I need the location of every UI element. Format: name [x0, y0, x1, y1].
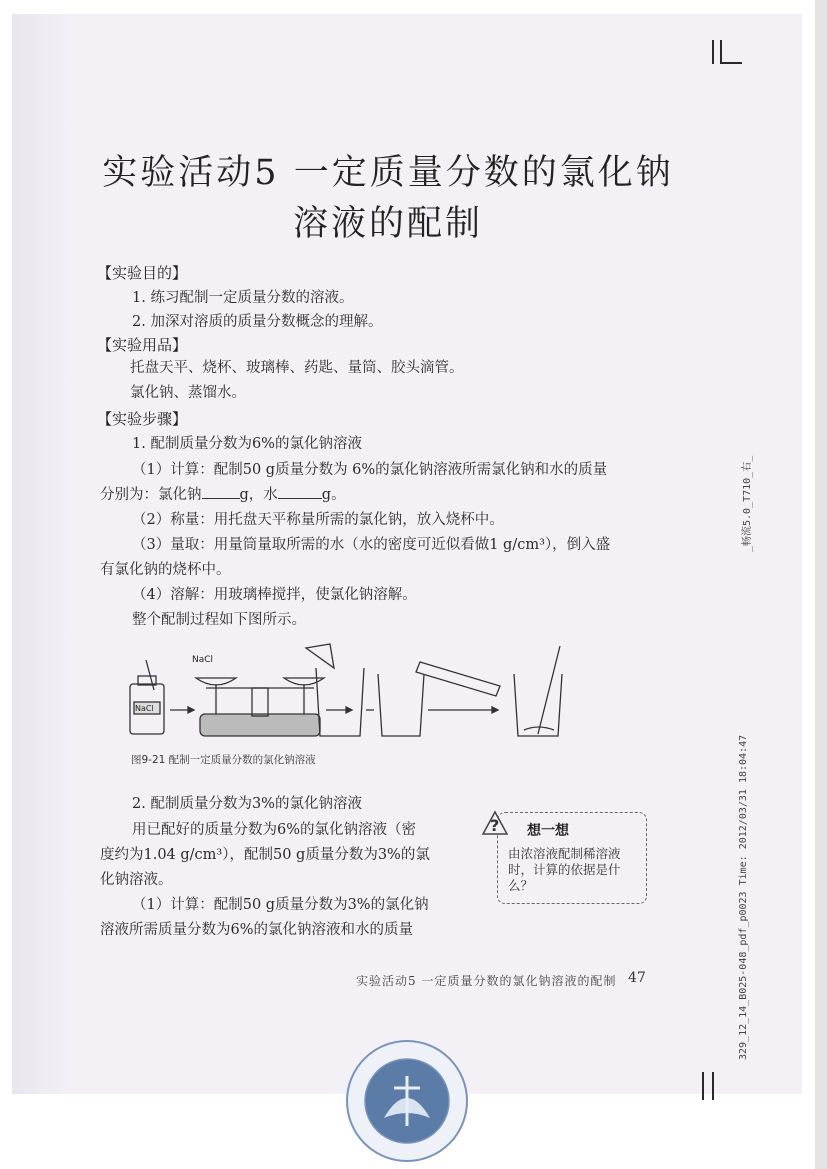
step1-measure-line1: （3）量取：用量筒量取所需的水（水的密度可近似看做1 g/cm³），倒入盛 — [132, 537, 611, 553]
reagent-bottle-icon — [130, 660, 164, 734]
supplies-item-1: 托盘天平、烧杯、玻璃棒、药匙、量筒、胶头滴管。 — [130, 360, 464, 376]
page-number: 47 — [628, 970, 646, 986]
step1-dissolve: （4）溶解：用玻璃棒搅拌，使氯化钠溶解。 — [132, 587, 417, 603]
question-mark-icon — [480, 808, 510, 838]
crop-mark — [720, 62, 742, 64]
bottle-label: NaCl — [135, 704, 154, 713]
page-title-line2: 溶液的配制 — [292, 204, 483, 244]
step1-weigh: （2）称量：用托盘天平称量所需的氯化钠，放入烧杯中。 — [132, 512, 504, 528]
beaker-stir-icon — [514, 646, 562, 736]
figure-caption: 图9-21 配制一定质量分数的氯化钠溶液 — [131, 754, 316, 766]
step1-calc-label-water: g，水 — [239, 487, 278, 503]
supplies-item-2: 氯化钠、蒸馏水。 — [130, 385, 246, 401]
step2-line5: 溶液所需质量分数为6%的氯化钠溶液和水的质量 — [100, 922, 414, 938]
crop-mark — [712, 1072, 714, 1100]
crop-mark — [702, 1072, 704, 1100]
step2-line4: （1）计算：配制50 g质量分数为3%的氯化钠 — [132, 897, 429, 913]
step2-line2: 度约为1.04 g/cm³），配制50 g质量分数为3%的氯 — [100, 847, 430, 863]
beaker-icon — [378, 674, 424, 736]
margin-note-1: _畅流5.0_T710_右_ — [742, 455, 753, 552]
step1-calc-unit: g。 — [321, 487, 346, 503]
section-heading-supplies: 【实验用品】 — [97, 336, 188, 354]
crop-mark — [712, 40, 714, 64]
step2-line3: 化钠溶液。 — [100, 872, 173, 888]
step1-measure-line2: 有氯化钠的烧杯中。 — [100, 562, 231, 578]
answer-blank-nacl[interactable] — [202, 486, 240, 499]
crop-mark — [720, 40, 722, 64]
step1-calc-line1: （1）计算：配制50 g质量分数为 6%的氯化钠溶液所需氯化钠和水的质量 — [132, 462, 608, 478]
purpose-item-2: 2. 加深对溶质的质量分数概念的理解。 — [132, 314, 383, 330]
step1-calc-label-nacl: 分别为：氯化钠 — [100, 487, 202, 503]
purpose-item-1: 1. 练习配制一定质量分数的溶液。 — [132, 290, 354, 306]
step1-calc-line2 — [100, 486, 346, 504]
margin-note-2: 329_12_14_B025-048_pdf_p0023 Time: 2012/03/31 18:04:47 — [738, 734, 749, 1060]
running-footer: 实验活动5 一定质量分数的氯化钠溶液的配制 — [356, 974, 617, 988]
section-heading-purpose: 【实验目的】 — [97, 264, 188, 282]
step1-overall: 整个配制过程如下图所示。 — [132, 612, 306, 628]
watermark-logo — [344, 1038, 470, 1164]
experiment-figure — [120, 640, 590, 750]
scan-edge — [815, 0, 827, 1169]
section-heading-steps: 【实验步骤】 — [97, 410, 188, 428]
think-body: 由浓溶液配制稀溶液时，计算的依据是什么？ — [508, 846, 621, 893]
svg-text:?: ? — [490, 816, 500, 835]
balance-icon — [196, 678, 324, 736]
think-title: 想一想 — [527, 823, 569, 839]
step2-line1: 用已配好的质量分数为6%的氯化钠溶液（密 — [132, 822, 417, 838]
step1-title: 1. 配制质量分数为6%的氯化钠溶液 — [132, 436, 362, 452]
page-title-line1: 实验活动5 一定质量分数的氯化钠 — [102, 153, 674, 193]
step2-title: 2. 配制质量分数为3%的氯化钠溶液 — [132, 796, 362, 812]
graduated-cylinder-icon — [416, 662, 500, 696]
nacl-label: NaCl — [192, 655, 214, 665]
answer-blank-water[interactable] — [278, 486, 322, 499]
